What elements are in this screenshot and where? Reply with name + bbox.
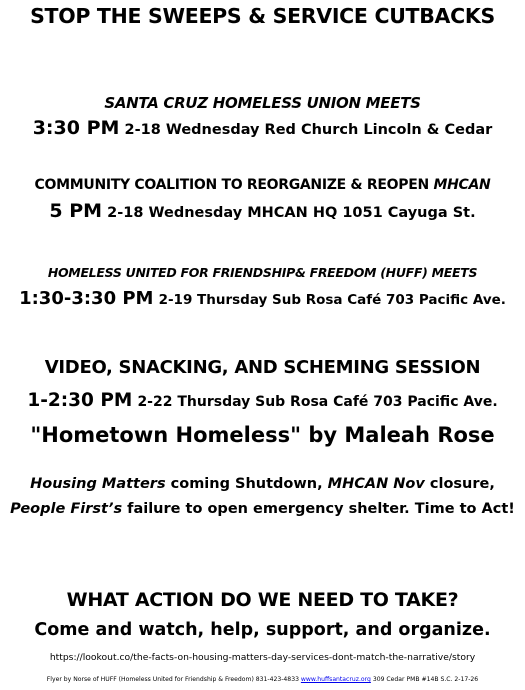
event-4-details: 2-22 Thursday Sub Rosa Café 703 Pacific Ave.: [137, 394, 498, 410]
event-2-title-prefix: COMMUNITY COALITION TO REORGANIZE & REOPEN: [34, 177, 429, 193]
issues-line-2: [0, 501, 525, 517]
event-2-line: [0, 200, 525, 222]
footer-prefix: Flyer by Norse of HUFF (Homeless United for Friendship & Freedom) 831-423-4833: [46, 676, 301, 683]
event-4-title: VIDEO, SNACKING, AND SCHEMING SESSION: [44, 357, 481, 378]
event-3-details: 2-19 Thursday Sub Rosa Café 703 Pacific Ave.: [158, 292, 506, 308]
action-answer: Come and watch, help, support, and organize.: [34, 620, 491, 640]
issues-housing-matters: Housing Matters: [30, 476, 166, 492]
issues-mhcan-nov: MHCAN Nov: [327, 476, 425, 492]
event-1-title: SANTA CRUZ HOMELESS UNION MEETS: [104, 94, 421, 112]
event-2-title-suffix: MHCAN: [433, 177, 491, 193]
event-3-title: HOMELESS UNITED FOR FRIENDSHIP& FREEDOM (HUFF) MEETS: [47, 265, 478, 280]
issues-line-1: [0, 476, 525, 492]
footer-website-link[interactable]: www.huffsantacruz.org: [300, 676, 371, 683]
event-2-details: 2-18 Wednesday MHCAN HQ 1051 Cayuga St.: [107, 205, 476, 221]
event-4-line: [0, 390, 525, 411]
event-1-line: [0, 117, 525, 139]
issues-people-first: People First’s: [10, 501, 123, 517]
issues-text-2: closure,: [424, 476, 495, 492]
event-2-time: 5 PM: [49, 200, 103, 222]
article-url[interactable]: https://lookout.co/the-facts-on-housing-matters-day-services-dont-match-the-narrative/story: [49, 652, 476, 663]
event-3-time: 1:30-3:30 PM: [19, 288, 154, 309]
event-1-time: 3:30 PM: [32, 117, 120, 139]
event-1-details: 2-18 Wednesday Red Church Lincoln & Cedar: [124, 122, 493, 138]
event-4-time: 1-2:30 PM: [27, 390, 133, 411]
footer-credit: [0, 676, 525, 683]
event-2-title: [0, 177, 525, 193]
issues-text-1: coming Shutdown,: [165, 476, 328, 492]
event-3-line: [0, 288, 525, 309]
headline: STOP THE SWEEPS & SERVICE CUTBACKS: [30, 4, 495, 28]
film-title: "Hometown Homeless" by Maleah Rose: [30, 423, 495, 447]
issues-text-3: failure to open emergency shelter. Time to Act!: [122, 501, 515, 517]
footer-suffix: 309 Cedar PMB #14B S.C. 2-17-26: [370, 676, 479, 683]
action-question: WHAT ACTION DO WE NEED TO TAKE?: [66, 589, 459, 611]
